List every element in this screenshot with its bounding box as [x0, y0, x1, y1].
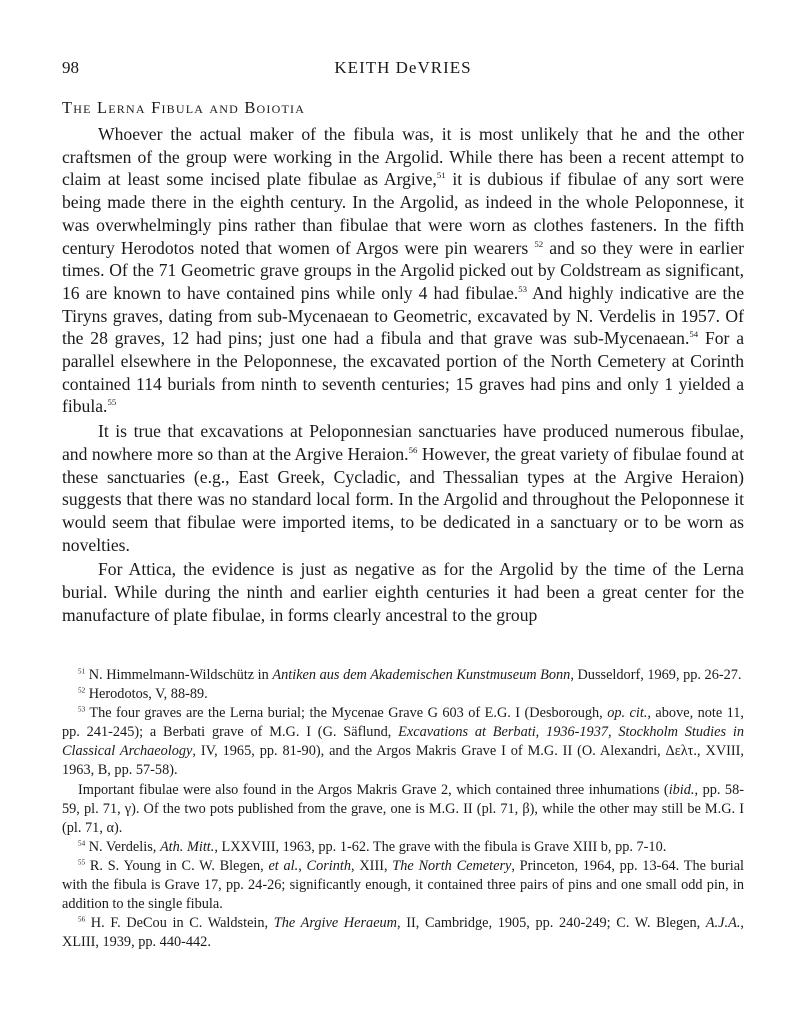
italic-text: Antiken aus dem Akademischen Kunstmuseum Bonn: [272, 667, 571, 683]
footnote-ref: 53: [518, 283, 527, 294]
text-run: And highly indicative are the Tiryns graves, dating from sub-Mycenaean to Geometric, excavated by N. Verdelis in 1957. Of the 28 graves, 12 had pins; just one had a fibula and that grave was sub-Mycenaean.: [62, 282, 744, 349]
footnote-ref: 54: [78, 839, 86, 848]
footnote-ref: 53: [78, 705, 86, 714]
section-title: The Lerna Fibula and Boiotia: [62, 98, 306, 117]
text-run: , XIII,: [351, 857, 393, 874]
text-run: H. F. DeCou in C. Waldstein,: [85, 915, 274, 932]
text-run: , LXXVIII, 1963, pp. 1-62. The grave with the fibula is Grave XIII b, pp. 7-10.: [214, 838, 667, 855]
running-author: KEITH DeVRIES: [334, 58, 472, 77]
footnote-ref: 55: [107, 397, 117, 408]
text-run: For Attica, the evidence is just as negative as for the Argolid by the time of the Lerna burial. While during the ninth and earlier eighth centuries it had been a great center for the manufacture of plate fibulae, in forms clearly ancestral to the group: [62, 559, 744, 625]
text-run: , IV, 1965, pp. 81-90), and the Argos Makris Grave I of M.G. II (O. Alexandri, Δελτ., XVIII, 1963, B, pp. 57-58).: [62, 743, 744, 779]
italic-text: et al.: [268, 857, 299, 874]
footnote-ref: 51: [78, 667, 86, 676]
text-run: N. Verdelis,: [85, 838, 160, 855]
footnote-ref: 52: [78, 686, 86, 695]
footnote-ref: 55: [78, 858, 86, 867]
italic-text: op. cit.: [607, 705, 648, 722]
footnote-ref: 52: [534, 238, 544, 249]
text-run: it is dubious if fibulae of any sort were being made there in the eighth century. In the Argolid, as indeed in the whole Peloponnese, it was overwhelmingly pins rather than fibulae that were worn as clothes fasteners. In the fifth century Herodotos noted that women of Argos were pin wearers: [62, 169, 744, 258]
italic-text: Excavations at Berbati, 1936-1937, Stockholm Studies in Classical Archaeology: [62, 724, 744, 760]
text-run: R. S. Young in C. W. Blegen,: [85, 857, 269, 874]
text-run: Whoever the actual maker of the fibula was, it is most unlikely that he and the other craftsmen of the group were working in the Argolid. While there has been a recent attempt to claim at least some incised plate fibulae as Argive,: [62, 124, 744, 190]
paragraph-1: [62, 123, 744, 418]
footnote-ref: 54: [689, 329, 699, 340]
text-run: and so they were in earlier times. Of the 71 Geometric grave groups in the Argolid picked out by Coldstream as significant, 16 are known to have contained pins while only 4 had fibulae.: [62, 237, 744, 303]
footnotes: [62, 666, 744, 952]
italic-text: Corinth: [306, 857, 352, 874]
paragraph-2: [62, 420, 744, 556]
text-run: ,: [298, 857, 307, 874]
footnote-3: [62, 704, 744, 780]
footnote-1: [62, 666, 744, 685]
text-run: , pp. 58-59, pl. 71, γ). Of the two pots published from the grave, one is M.G. II (pl. 71, β), while the other may still be M.G. I (pl. 71, α).: [62, 781, 744, 836]
footnote-5: [62, 838, 744, 857]
italic-text: The Argive Heraeum: [273, 915, 398, 932]
italic-text: A.J.A.: [705, 915, 741, 932]
text-run: , above, note 11, pp. 241-245); a Berbati grave of M.G. I (G. Säflund,: [62, 705, 745, 741]
text-run: , II, Cambridge, 1905, pp. 240-249; C. W. Blegen,: [397, 915, 706, 932]
footnote-2: [62, 685, 744, 704]
footnote-ref: 56: [408, 444, 418, 455]
text-run: , Dusseldorf, 1969, pp. 26-27.: [570, 667, 742, 683]
text-run: , Princeton, 1964, pp. 13-64. The burial with the fibula is Grave 17, pp. 24-26; significantly enough, it contained three pairs of pins and one small odd pin, in addition to the single fibula.: [62, 857, 745, 913]
footnote-4: [62, 781, 744, 838]
text-run: , XLIII, 1939, pp. 440-442.: [62, 915, 744, 951]
text-run: Important fibulae were also found in the Argos Makris Grave 2, which contained three inhumations (: [78, 781, 669, 798]
text-run: Herodotos, V, 88-89.: [85, 686, 208, 703]
text-run: The four graves are the Lerna burial; the Mycenae Grave G 603 of E.G. I (Desborough,: [85, 705, 608, 722]
footnote-6: [62, 857, 744, 914]
footnote-ref: 56: [78, 915, 86, 924]
footnote-7: [62, 914, 744, 952]
italic-text: Ath. Mitt.: [159, 838, 215, 855]
text-run: For a parallel elsewhere in the Peloponnese, the excavated portion of the North Cemetery at Corinth contained 114 burials from ninth to seventh centuries; 15 graves had pins and only 1 yielded a fibula.: [62, 328, 744, 417]
text-run: N. Himmelmann-Wildschütz in: [85, 667, 273, 683]
page-number: 98: [62, 58, 79, 77]
footnote-ref: 51: [436, 170, 446, 181]
paragraph-3: [62, 558, 744, 626]
text-run: However, the great variety of fibulae found at these sanctuaries (e.g., East Greek, Cycladic, and Thessalian types at the Argive Heraion) suggests that there was no standard local form. In the Argolid and throughout the Peloponnese it would seem that fibulae were imported items, to be dedicated in a sanctuary or to be worn as novelties.: [62, 443, 744, 555]
text-run: It is true that excavations at Peloponnesian sanctuaries have produced numerous fibulae, and nowhere more so than at the Argive Heraion.: [62, 421, 744, 464]
running-header: [62, 58, 744, 82]
body-text: [62, 123, 744, 628]
italic-text: ibid.: [668, 781, 695, 798]
italic-text: The North Cemetery: [392, 857, 512, 874]
